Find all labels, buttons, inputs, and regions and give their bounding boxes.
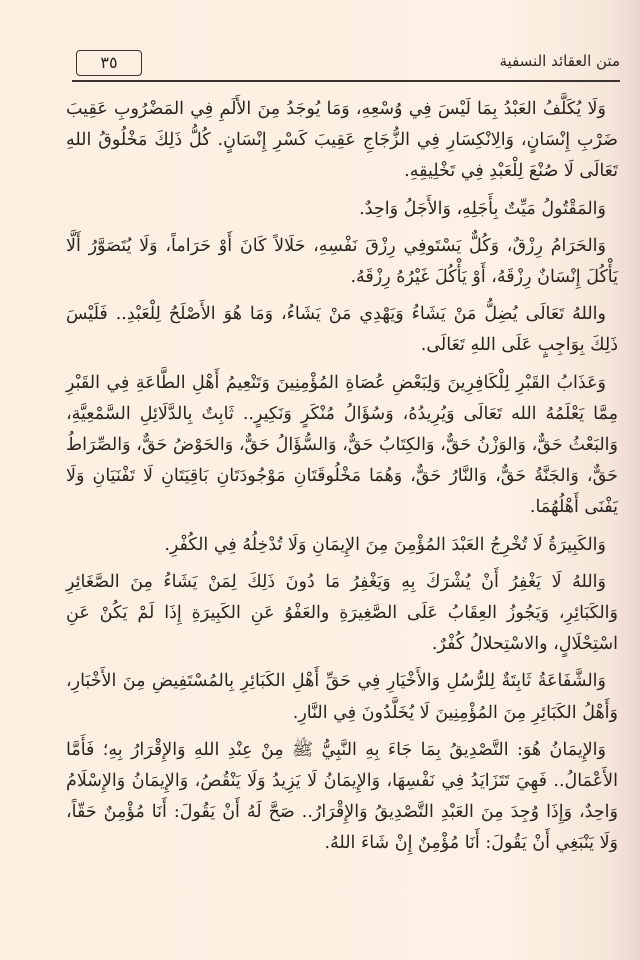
header-rule: [72, 80, 620, 82]
paragraph: وَالشَّفَاعَةُ ثَابِتَةٌ لِلرُّسُلِ وَالأَخْيَارِ فِي حَقِّ أَهْلِ الكَبَائِرِ بِالمُسْتَفِيضِ مِنَ الأَخْبَارِ، وَأَهْلُ الكَبَائِرِ مِنَ المُؤْمِنِينَ لَا يُخَلَّدُونَ فِي النَّارِ.: [66, 671, 618, 723]
paragraph: وَالحَرَامُ رِزْقٌ، وَكُلٌّ يَسْتَوفِي رِزْقَ نَفْسِهِ، حَلَالاً كَانَ أَوْ حَرَاماً، وَلَا يُتَصَوَّرُ أَلَّا يَأْكُلَ إِنْسَانٌ رِزْقَهُ، أَوْ يَأْكُلَ غَيْرُهُ رِزْقَهُ.: [66, 235, 618, 288]
page-number-box: ٣٥: [76, 50, 142, 76]
paragraph: واللهُ تَعَالَى يُضِلُّ مَنْ يَشَاءُ وَيَهْدِي مَنْ يَشَاءُ، وَمَا هُوَ الأَصْلَحُ لِلْعَبْدِ.. فَلَيْسَ ذَلِكَ بِوَاجِبٍ عَلَى اللهِ تَعَالَى.: [66, 304, 618, 356]
paragraph: وَالمَقْتُولُ مَيِّتٌ بِأَجَلِهِ، وَالأَجَلُ وَاحِدٌ.: [359, 198, 606, 219]
paragraph: وَلَا يُكَلَّفُ العَبْدُ بِمَا لَيْسَ فِي وُسْعِهِ، وَمَا يُوجَدُ مِنَ الأَلَمِ فِي المَضْرُوبِ عَقِيبَ ضَرْبِ إِنْسَانٍ، وَالِانْكِسَارِ فِي الزُّجَاجِ عَقِيبَ كَسْرِ إِنْسَانٍ. كُلُّ ذَلِكَ مَخْلُوقُ اللهِ تَعَالَى لَا صُنْعَ لِلْعَبْدِ فِي تَخْلِيقِهِ.: [66, 99, 618, 182]
paragraph: وَاللهُ لَا يَغْفِرُ أَنْ يُشْرَكَ بِهِ وَيَغْفِرُ مَا دُونَ ذَلِكَ لِمَنْ يَشَاءُ مِنَ الصَّغَائِرِ وَالكَبَائِرِ، وَيَجُوزُ العِقَابُ عَلَى الصَّغِيرَةِ والعَفْوُ عَنِ الكَبِيرَةِ إِذَا لَمْ يَكُنْ عَنِ اسْتِحْلَالٍ، والاسْتِحلالُ كُفْرٌ.: [66, 571, 618, 655]
page-body: [66, 94, 618, 866]
paragraph: وَعَذَابُ القَبْرِ لِلْكَافِرِينَ وَلِبَعْضِ عُصَاةِ المُؤْمِنِينَ وَتَنْعِيمُ أَهْلِ الطَّاعَةِ فِي القَبْرِ مِمَّا يَعْلَمُهُ الله تَعَالَى وَيُرِيدُهُ، وَسُؤَالُ مُنْكَرٍ وَنَكِيرٍ.. ثَابِتٌ بِالدَّلَائِلِ السَّمْعِيَّةِ، وَالبَعْثُ حَقٌّ، وَالوَزْنُ حَقٌّ، وَالكِتَابُ حَقٌّ، وَالسُّؤَالُ حَقٌّ، وَالحَوْضُ حَقٌّ، وَالصِّرَاطُ حَقٌّ، وَالجَنَّةُ حَقٌّ، وَالنَّارُ حَقٌّ، وَهُمَا مَخْلُوقَتَانِ مَوْجُودَتَانِ بَاقِيَتَانِ لَا تَفْنَيَانِ وَلَا يَفْنَى أَهْلُهُمَا.: [66, 372, 618, 518]
page-header: [72, 48, 620, 82]
running-title: متن العقائد النسفية: [499, 52, 620, 70]
paragraph: وَالإِيمَانُ هُوَ: التَّصْدِيقُ بِمَا جَاءَ بِهِ النَّبِيُّ ﷺ مِنْ عِنْدِ اللهِ وَالإِقْرَارُ بِهِ؛ فَأَمَّا الأَعْمَالُ.. فَهِيَ تَتَزَايَدُ فِي نَفْسِهَا، وَالإِيمَانُ لَا يَزِيدُ وَلَا يَنْقُصُ، وَالإِيمَانُ وَالإِسْلَامُ وَاحِدٌ، وَإِذَا وُجِدَ مِنَ العَبْدِ التَّصْدِيقُ وَالإِقْرَارُ.. صَحَّ لَهُ أَنْ يَقُولَ: أَنَا مُؤْمِنٌ حَقّاً، وَلَا يَنْبَغِي أَنْ يَقُولَ: أَنَا مُؤْمِنٌ إِنْ شَاءَ اللهُ.: [66, 739, 618, 854]
paragraph: وَالكَبِيرَةُ لَا تُخْرِجُ العَبْدَ المُؤْمِنَ مِنَ الإِيمَانِ وَلَا تُدْخِلُهُ فِي الكُفْرِ.: [164, 534, 606, 555]
